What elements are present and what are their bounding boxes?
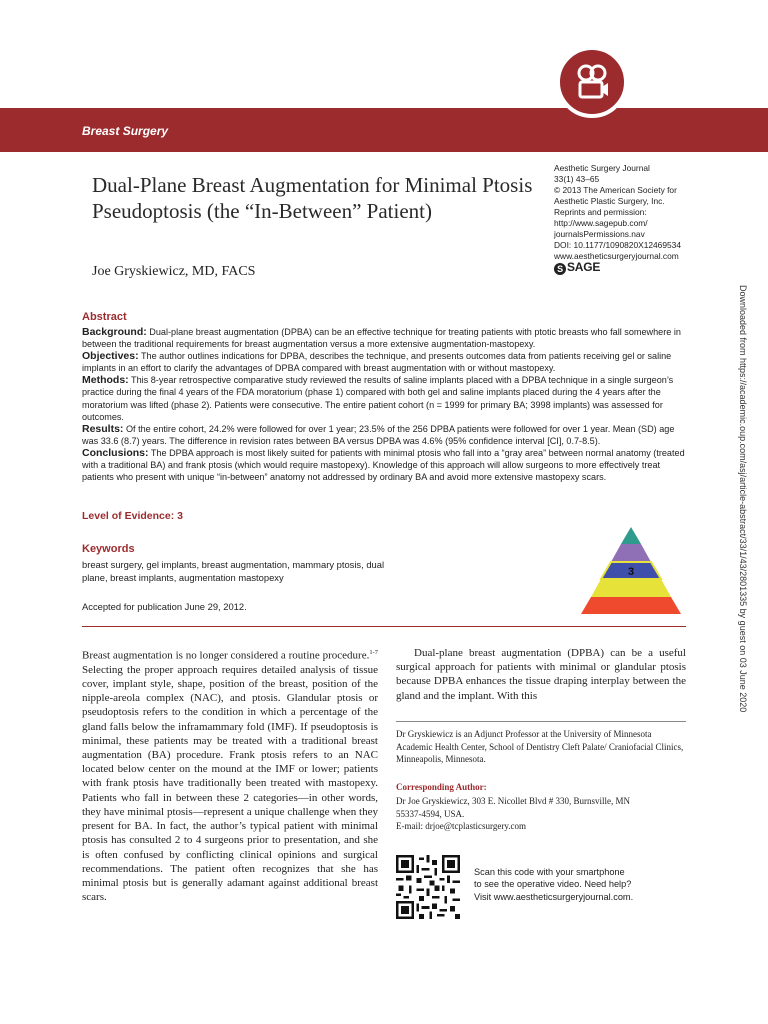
pyramid-level-1 [621, 527, 641, 544]
address-line: Dr Joe Gryskiewicz, 303 E. Nicollet Blvd # 330, Burnsville, MN [396, 796, 630, 806]
body-column-right: Dual-plane breast augmentation (DPBA) can be a useful surgical approach for patients with minimal or glandular ptosis because DPBA enhances the tissue draping interplay between the gland and the implant. With this [396, 647, 686, 702]
footnote-rule [396, 721, 686, 722]
citation-superscript[interactable]: 1-7 [369, 649, 378, 656]
sage-circle-icon: S [554, 263, 566, 275]
meta-link[interactable]: journalsPermissions.nav [554, 229, 645, 239]
pyramid-level-label: 3 [627, 566, 635, 578]
email-line[interactable]: E-mail: drjoe@tcplasticsurgery.com [396, 821, 526, 831]
meta-doi[interactable]: DOI: 10.1177/1090820X12469534 [554, 240, 681, 250]
body-text: Breast augmentation is no longer considered a routine procedure. [82, 649, 370, 662]
author-name: Joe Gryskiewicz, MD, FACS [92, 264, 256, 279]
corresponding-address [396, 795, 686, 833]
meta-line: Reprints and permission: [554, 207, 647, 217]
pyramid-level-4 [591, 579, 671, 597]
section-text: Of the entire cohort, 24.2% were followed for over 1 year; 23.5% of the 256 DPBA patients were followed for over 1 year. Mean (SD) age was 33.6 (8.7) years. The difference in revision rates between BA versus DPBA was 4.6% (95% confidence interval [CI], 0.7-8.5). [82, 423, 675, 446]
meta-link[interactable]: www.aestheticsurgeryjournal.com [554, 251, 679, 261]
section-label-methods: Methods: [82, 374, 129, 387]
abstract-heading: Abstract [82, 311, 127, 323]
section-text: This 8-year retrospective comparative study reviewed the results of saline implants placed with a DPBA technique in a single surgeon’s practice during the final 4 years of the FDA moratorium (phase 1) compared with both gel and saline implants placed during the 4 years after the moratorium was lifted (phase 2). Patients were consecutive. The entire patient cohort (n = 1999 for primary BA; 3998 implants) was assessed for outcomes. [82, 375, 674, 422]
meta-line: Aesthetic Surgery Journal [554, 163, 650, 173]
qr-line: to see the operative video. Need help? [474, 879, 632, 890]
evidence-pyramid-icon [577, 527, 685, 615]
abstract-methods [82, 374, 686, 422]
address-line: 55337-4594, USA. [396, 808, 465, 819]
accepted-date: Accepted for publication June 29, 2012. [82, 601, 247, 612]
article-title: Dual-Plane Breast Augmentation for Minimal Ptosis Pseudoptosis (the “In-Between” Patient) [92, 173, 533, 223]
qr-code-icon[interactable] [396, 855, 460, 919]
abstract-body [82, 326, 686, 483]
camera-logo-icon [574, 63, 610, 101]
corresponding-heading: Corresponding Author: [396, 782, 487, 792]
section-label-results: Results: [82, 422, 124, 435]
abstract-objectives [82, 350, 686, 374]
journal-logo [556, 46, 628, 118]
pyramid-level-5 [581, 597, 681, 614]
publisher-name: SAGE [567, 260, 601, 274]
keywords-heading: Keywords [82, 543, 135, 555]
section-label-background: Background: [82, 326, 147, 338]
body-text: Selecting the proper approach requires detailed analysis of tissue cover, implant style, shape, position of the breast, position of the nipple-areola complex (NAC), and ptosis. Glandular ptosis or pseudoptosis refers to the condition in which a percentage of the gland falls below the inframammary fold (IMF). If pseudoptosis is minimal, these patients may be treated with a traditional breast augmentation (BA) procedure. Frank ptosis refers to an NAC located below center on the mound at the IMF or lower; patients with frank ptosis have traditionally been treated with mastopexy. Patients who fall in between these 2 categories—in other words, they have minimal ptosis—represent a unique challenge when they present for BA. In fact, the author’s typical patient with minimal ptosis has consulted 2 to 4 surgeons prior to presentation, and she is often confused by conflicting clinical opinions and surgical recommendations. The patient often recognizes that she has minimal ptosis but is generally adamant against additional breast scars. [82, 663, 378, 904]
qr-instructions [474, 866, 684, 903]
section-text: The author outlines indications for DPBA, describes the technique, and presents outcomes data from patients receiving gel or saline implants in an effort to clarify the advantages of DPBA compared with breast augmentation with or without mastopexy. [82, 351, 672, 374]
section-label-objectives: Objectives: [82, 350, 139, 363]
meta-line: 33(1) 43–65 [554, 174, 600, 184]
section-label: Breast Surgery [82, 124, 169, 138]
qr-line: Scan this code with your smartphone [474, 867, 625, 877]
body-column-left [82, 646, 378, 904]
publisher-logo [554, 260, 600, 275]
pyramid-level-2 [611, 544, 651, 562]
meta-line: © 2013 The American Society for [554, 185, 677, 195]
meta-line: Aesthetic Plastic Surgery, Inc. [554, 196, 665, 206]
journal-meta [554, 163, 734, 262]
level-of-evidence: Level of Evidence: 3 [82, 510, 183, 522]
meta-link[interactable]: http://www.sagepub.com/ [554, 218, 648, 228]
section-text: The DPBA approach is most likely suited for patients with minimal ptosis who fall into a “gray area” between normal anatomy (treated with a traditional BA) and frank ptosis (which would require mastopexy). Knowledge of this approach will allow surgeons to more effectively treat patients who present with unique “in-between” anatomy not addressed by ordinary BA and avoid more extensive mastopexy scars. [82, 447, 685, 483]
section-divider [82, 626, 686, 627]
abstract-conclusions [82, 447, 686, 483]
abstract-results [82, 423, 686, 447]
qr-link[interactable]: Visit www.aestheticsurgeryjournal.com. [474, 891, 634, 902]
author-bio: Dr Gryskiewicz is an Adjunct Professor at the University of Minnesota Academic Health Center, School of Dentistry Cleft Palate/ Craniofacial Clinics, Minneapolis, Minnesota. [396, 729, 684, 764]
section-label-conclusions: Conclusions: [82, 446, 149, 459]
abstract-background [82, 326, 686, 350]
keywords-text: breast surgery, gel implants, breast augmentation, mammary ptosis, dual plane, breast implants, augmentation mastopexy [82, 559, 385, 583]
download-notice: Downloaded from https://academic.oup.com/asj/article-abstract/33/1/43/2801335 by guest on 03 June 2020 [738, 285, 748, 713]
section-text: Dual-plane breast augmentation (DPBA) can be an effective technique for treating patients with ptotic breasts who fall somewhere in between the traditional requirements for breast augmentation versus a more extensive augmentation-mastopexy. [82, 327, 681, 350]
